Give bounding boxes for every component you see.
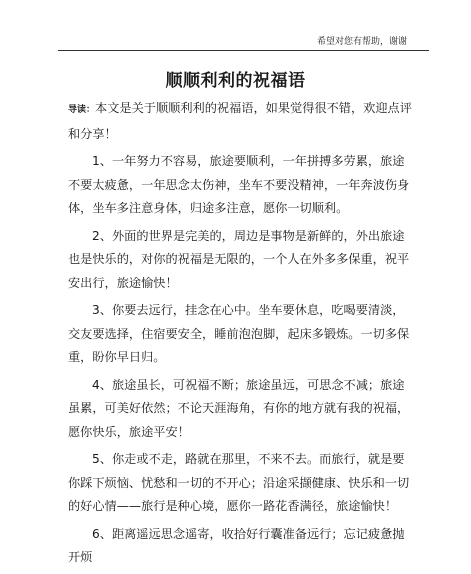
header-note: 希望对您有帮助，谢谢 [316, 37, 407, 47]
intro-paragraph [68, 97, 412, 146]
paragraph-5: 5、你走或不走，路就在那里，不来不去。而旅行，就是要你踩下烦恼、忧愁和一切的不开心；沿途采撷健康、快乐和一切的好心情——旅行是种心境，愿你一路花香满径，旅途愉快！ [68, 452, 410, 513]
paragraph-1: 1、一年努力不容易，旅途要顺利，一年拼搏多劳累，旅途不要太疲惫，一年思念太伤神，坐车不要没精神，一年奔波伤身体，坐车多注意身体，归途多注意，愿你一切顺利。 [68, 154, 410, 215]
intro-lead: 导读： [68, 105, 96, 115]
paragraph-4: 4、旅途虽长，可祝福不断；旅途虽远，可思念不减；旅途虽累，可美好依然；不论天涯海角，有你的地方就有我的祝福，愿你快乐，旅途平安！ [68, 377, 410, 439]
paragraph-6: 6、距离遥远思念遥寄，收拾好行囊准备远行；忘记疲惫抛开烦 [68, 526, 405, 564]
paragraph-3: 3、你要去远行，挂念在心中。坐车要休息，吃喝要清淡，交友要选择，住宿要安全，睡前泡泡脚，起床多锻炼。一切多保重，盼你早日归。 [68, 303, 410, 364]
header-divider [58, 50, 429, 51]
intro-text: 本文是关于顺顺利利的祝福语，如果觉得很不错，欢迎点评和分享！ [68, 101, 412, 141]
paragraph-2: 2、外面的世界是完美的，周边是事物是新鲜的，外出旅途也是快乐的，对你的祝福是无限的，一个人在外多多保重，祝平安出行，旅途愉快！ [68, 228, 410, 290]
document-body [68, 97, 412, 574]
document-title: 顺顺利利的祝福语 [165, 71, 306, 91]
